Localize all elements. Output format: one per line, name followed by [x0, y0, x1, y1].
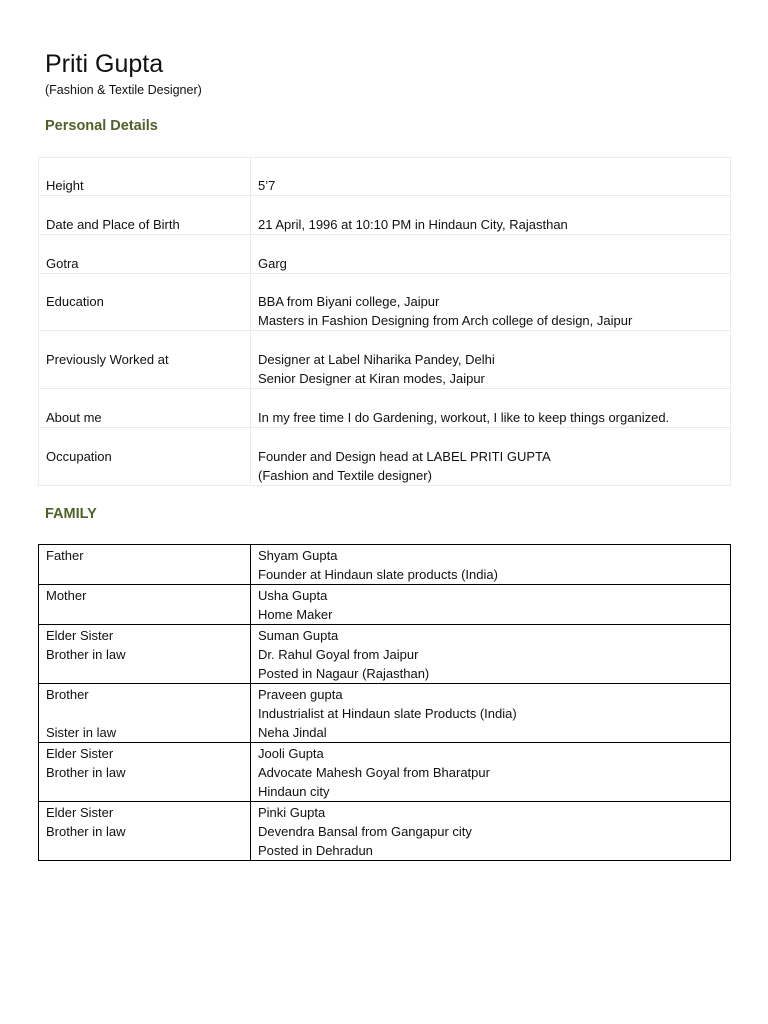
personal-details-heading: Personal Details	[45, 118, 158, 134]
personal-row-education	[39, 274, 731, 331]
personal-row-about	[39, 389, 731, 428]
detail-line: Posted in Dehradun	[258, 843, 373, 858]
value-line: Founder and Design head at LABEL PRITI GUPTA	[258, 449, 551, 464]
personal-row-occupation	[39, 428, 731, 486]
family-row-elder-sister-1	[39, 625, 731, 684]
family-relation	[39, 684, 251, 743]
detail-line: Founder at Hindaun slate products (India)	[258, 567, 498, 582]
relation-line: Elder Sister	[46, 628, 114, 643]
detail-line: Hindaun city	[258, 784, 330, 799]
family-heading: FAMILY	[45, 506, 97, 522]
personal-value	[251, 389, 731, 428]
detail-line: Posted in Nagaur (Rajasthan)	[258, 666, 430, 681]
family-details	[251, 802, 731, 861]
family-row-elder-sister-3	[39, 802, 731, 861]
family-relation	[39, 625, 251, 684]
family-relation	[39, 585, 251, 625]
value-line: Designer at Label Niharika Pandey, Delhi	[258, 352, 495, 367]
personal-row-gotra	[39, 235, 731, 274]
detail-line: Pinki Gupta	[258, 805, 326, 820]
detail-line: Praveen gupta	[258, 687, 343, 702]
relation-line: Elder Sister	[46, 805, 114, 820]
value-line: Garg	[258, 256, 287, 271]
personal-label: Gotra	[39, 235, 251, 274]
family-row-mother	[39, 585, 731, 625]
personal-details-table	[38, 157, 731, 486]
value-line: (Fashion and Textile designer)	[258, 468, 432, 483]
personal-label: Education	[39, 274, 251, 331]
personal-label: Previously Worked at	[39, 331, 251, 389]
family-table	[38, 544, 731, 861]
person-name: Priti Gupta	[45, 50, 164, 78]
detail-line: Shyam Gupta	[258, 548, 338, 563]
personal-value	[251, 331, 731, 389]
personal-value	[251, 428, 731, 486]
value-line: 21 April, 1996 at 10:10 PM in Hindaun City, Rajasthan	[258, 217, 568, 232]
profession-subtitle: (Fashion & Textile Designer)	[45, 83, 202, 97]
personal-value	[251, 274, 731, 331]
relation-line: Brother in law	[46, 824, 126, 839]
family-details	[251, 545, 731, 585]
relation-line: Mother	[46, 588, 87, 603]
personal-row-height	[39, 158, 731, 196]
detail-line: Home Maker	[258, 607, 333, 622]
family-details	[251, 585, 731, 625]
personal-label: Height	[39, 158, 251, 196]
family-relation	[39, 802, 251, 861]
detail-line: Devendra Bansal from Gangapur city	[258, 824, 472, 839]
family-row-brother	[39, 684, 731, 743]
family-row-father	[39, 545, 731, 585]
detail-line: Advocate Mahesh Goyal from Bharatpur	[258, 765, 490, 780]
family-details	[251, 743, 731, 802]
relation-line: Elder Sister	[46, 746, 114, 761]
relation-line: Sister in law	[46, 725, 117, 740]
personal-label: Date and Place of Birth	[39, 196, 251, 235]
relation-line: Brother in law	[46, 647, 126, 662]
detail-line: Dr. Rahul Goyal from Jaipur	[258, 647, 419, 662]
value-line: In my free time I do Gardening, workout, I like to keep things organized.	[258, 410, 670, 425]
detail-line: Neha Jindal	[258, 725, 327, 740]
value-line: BBA from Biyani college, Jaipur	[258, 294, 440, 309]
family-details	[251, 625, 731, 684]
relation-line: Father	[46, 548, 84, 563]
detail-line: Suman Gupta	[258, 628, 339, 643]
family-details	[251, 684, 731, 743]
relation-line: Brother	[46, 687, 89, 702]
family-relation	[39, 743, 251, 802]
value-line: Masters in Fashion Designing from Arch college of design, Jaipur	[258, 313, 633, 328]
personal-label: About me	[39, 389, 251, 428]
value-line: Senior Designer at Kiran modes, Jaipur	[258, 371, 485, 386]
detail-line: Usha Gupta	[258, 588, 328, 603]
detail-line: Industrialist at Hindaun slate Products (India)	[258, 706, 517, 721]
personal-row-birth	[39, 196, 731, 235]
personal-label: Occupation	[39, 428, 251, 486]
personal-value	[251, 158, 731, 196]
relation-line: Brother in law	[46, 765, 126, 780]
relation-spacer	[46, 704, 243, 723]
personal-value	[251, 196, 731, 235]
personal-row-previous-work	[39, 331, 731, 389]
family-relation	[39, 545, 251, 585]
personal-value	[251, 235, 731, 274]
detail-line: Jooli Gupta	[258, 746, 324, 761]
value-line: 5’7	[258, 178, 276, 193]
family-row-elder-sister-2	[39, 743, 731, 802]
